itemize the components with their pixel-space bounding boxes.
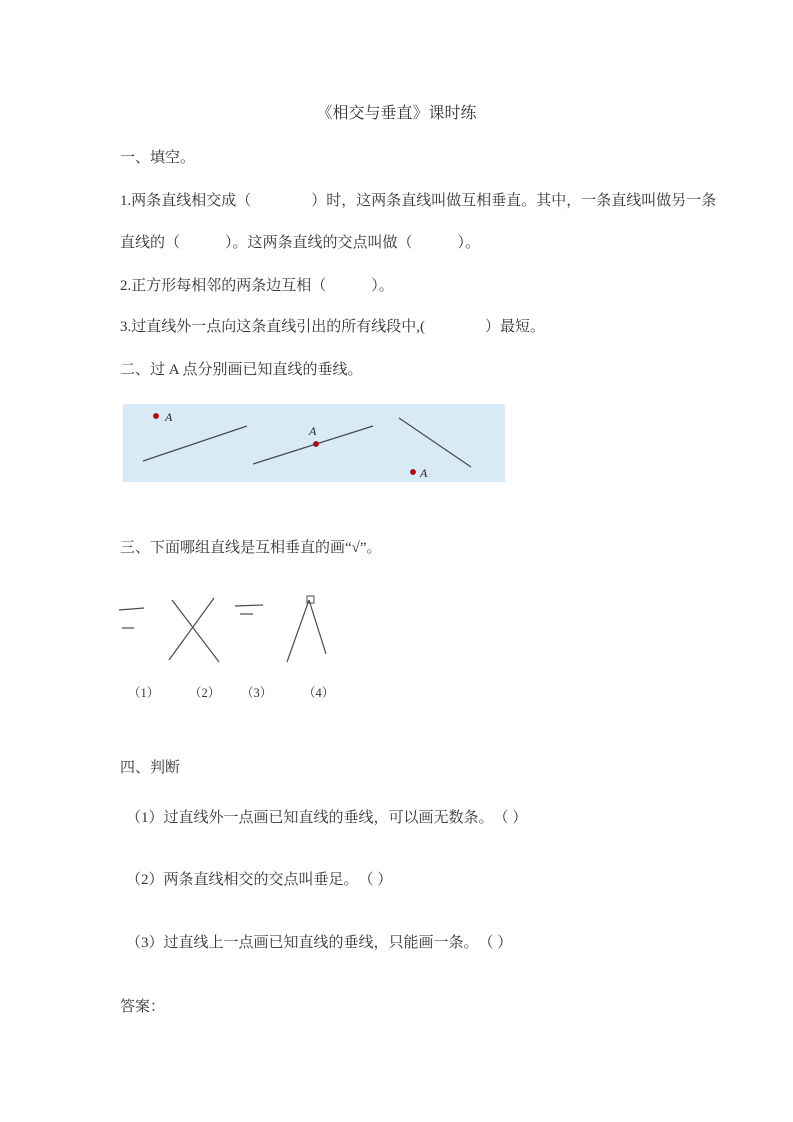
figure3-point-a-dot [410, 469, 415, 474]
pair4-label: （4） [303, 686, 335, 700]
section1-heading: 一、填空。 [120, 150, 196, 166]
figure3-point-a-label: A [420, 466, 428, 480]
pair4-line-a [287, 600, 309, 662]
perpendicular-exercise-figure [123, 404, 505, 482]
question3: 3.过直线外一点向这条直线引出的所有线段中,( ）最短。 [120, 319, 545, 335]
figure2-point-a-label: A [309, 424, 317, 438]
figure1-point-a-dot [153, 413, 158, 418]
pair1-label: （1） [128, 686, 160, 700]
judgment-item-3: （3）过直线上一点画已知直线的垂线，只能画一条。 （ ） [126, 935, 513, 951]
section2-heading: 二、过 A 点分别画已知直线的垂线。 [120, 362, 363, 378]
line-pairs-figure [113, 592, 353, 687]
pair3-label: （3） [241, 686, 273, 700]
section4-heading: 四、判断 [120, 760, 181, 776]
pair2-line-b [169, 598, 214, 660]
pair2-line-a [172, 600, 219, 662]
pair4-line-b [309, 600, 326, 654]
question1-line1: 1.两条直线相交成（ ）时，这两条直线叫做互相垂直。其中，一条直线叫做另一条 [120, 193, 717, 209]
figure1-point-a-label: A [165, 410, 173, 424]
question2: 2.正方形每相邻的两条边互相（ ）。 [120, 278, 394, 294]
pair2-label: （2） [189, 686, 221, 700]
figure2-point-a-dot [313, 441, 318, 446]
worksheet-title: 《相交与垂直》课时练 [316, 105, 477, 122]
question1-line2: 直线的（ ）。这两条直线的交点叫做（ ）。 [120, 235, 481, 251]
pair3-line-top [235, 605, 263, 606]
pair1-line-top [119, 608, 144, 610]
judgment-item-2: （2）两条直线相交的交点叫垂足。 （ ） [126, 872, 393, 888]
answers-label: 答案： [120, 999, 166, 1015]
section3-heading: 三、下面哪组直线是互相垂直的画“√”。 [120, 540, 382, 556]
judgment-item-1: （1）过直线外一点画已知直线的垂线，可以画无数条。 （ ） [126, 810, 528, 826]
